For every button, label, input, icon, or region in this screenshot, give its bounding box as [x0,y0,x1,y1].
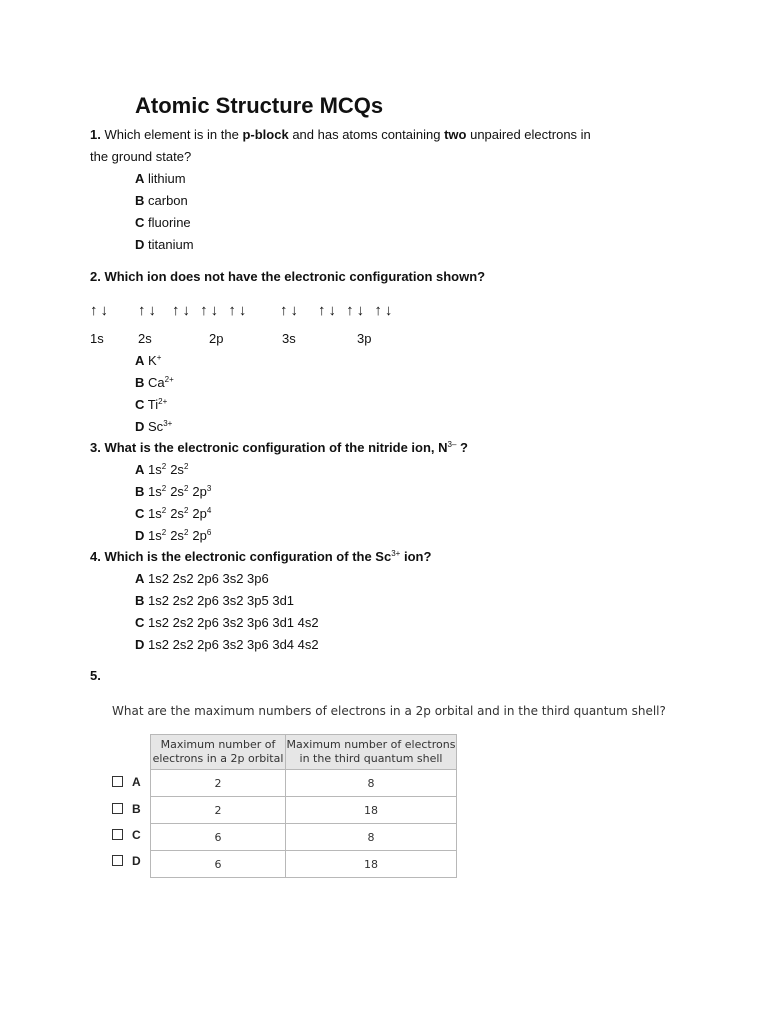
table-cell: 18 [286,797,457,824]
table-cell: 2 [151,770,286,797]
table-row [151,797,457,824]
q1-option-d [135,236,194,254]
config-term: 2p [192,484,207,499]
option-text: titanium [148,237,194,252]
q5-choice-c[interactable] [112,828,141,842]
config-exponent: 2 [183,462,189,471]
option-letter: C [135,615,145,630]
orbital-label: 2p [209,331,224,346]
question-number: 3. [90,440,101,455]
config-term: 2s [170,462,184,477]
q4-option-a [135,570,269,588]
table-header: Maximum number of electrons in the third quantum shell [286,735,457,770]
ion-charge: 3+ [163,419,173,428]
q5-choice-d[interactable] [112,854,141,868]
question-1-line-2: the ground state? [90,149,192,164]
config-term: 2p [192,506,207,521]
config-term: 2p [192,528,207,543]
question-text: Which element is in the [100,127,243,142]
question-4 [90,548,431,566]
question-number: 1. [90,127,101,142]
orbital-3s-arrows: ↑↓ [280,302,301,319]
checkbox-icon[interactable] [112,803,123,814]
orbital-2p-arrows: ↑↓ ↑↓ ↑↓ [172,302,250,319]
option-letter: C [135,215,145,230]
option-letter: D [135,528,145,543]
question-2 [90,268,485,286]
q4-option-c [135,614,319,632]
question-3 [90,439,468,457]
config-exponent: 2 [161,484,167,493]
question-number: 4. [90,549,101,564]
option-text: 1s2 2s2 2p6 3s2 3p5 3d1 [148,593,295,608]
table-cell: 2 [151,797,286,824]
option-letter: C [135,397,145,412]
config-term: 1s [148,528,162,543]
question-number: 2. [90,269,101,284]
page-title: Atomic Structure MCQs [135,93,384,118]
option-text: fluorine [148,215,191,230]
q2-option-c [135,396,167,414]
orbital-label: 3s [282,331,296,346]
config-term: 2s [170,484,184,499]
config-exponent: 2 [161,462,167,471]
q3-option-a [135,461,188,479]
config-term: 2s [170,506,184,521]
checkbox-icon[interactable] [112,855,123,866]
question-5-number [90,667,101,685]
option-text: 1s2 2s2 2p6 3s2 3p6 [148,571,269,586]
table-header-row [151,735,457,770]
option-letter: D [135,237,145,252]
table-header: Maximum number of electrons in a 2p orbital [151,735,286,770]
orbital-label: 3p [357,331,372,346]
option-letter: B [135,193,145,208]
question-text: What is the electronic configuration of the nitride ion, N [100,440,448,455]
table-cell: 6 [151,851,286,878]
q1-option-c [135,214,191,232]
question-text: Which is the electronic configuration of the Sc [100,549,392,564]
config-term: 1s [148,462,162,477]
config-exponent: 2 [161,506,167,515]
emphasis-text: not [204,269,225,284]
q5-choice-a[interactable] [112,775,141,789]
q2-option-b [135,374,174,392]
checkbox-icon[interactable] [112,829,123,840]
config-exponent: 2 [183,484,189,493]
ion-charge: 3+ [391,549,401,558]
choice-letter: A [132,775,141,789]
emphasis-text: two [444,127,467,142]
answer-table [150,734,457,878]
q3-option-b [135,483,211,501]
option-text: 1s2 2s2 2p6 3s2 3p6 3d4 4s2 [148,637,319,652]
ion-symbol: Ca [148,375,165,390]
option-text: 1s2 2s2 2p6 3s2 3p6 3d1 4s2 [148,615,319,630]
question-text: Which ion does [100,269,205,284]
q4-option-b [135,592,294,610]
table-row [151,851,457,878]
choice-letter: B [132,802,141,816]
option-letter: B [135,484,145,499]
q1-option-a [135,170,186,188]
config-exponent: 3 [206,484,212,493]
ion-charge: + [156,353,162,362]
q2-option-a [135,352,161,370]
option-letter: A [135,171,145,186]
question-text: and has atoms containing [288,127,445,142]
option-letter: D [135,637,145,652]
ion-charge: 2+ [164,375,174,384]
table-cell: 18 [286,851,457,878]
table-cell: 8 [286,770,457,797]
question-number: 5. [90,668,101,683]
orbital-3p-arrows: ↑↓ ↑↓ ↑↓ [318,302,396,319]
config-exponent: 4 [206,506,212,515]
table-cell: 6 [151,824,286,851]
emphasis-text: p-block [242,127,289,142]
choice-letter: D [132,854,141,868]
config-exponent: 2 [183,506,189,515]
config-term: 1s [148,484,162,499]
orbital-label: 1s [90,331,104,346]
table-cell: 8 [286,824,457,851]
option-letter: C [135,506,145,521]
config-exponent: 2 [183,528,189,537]
option-text: lithium [148,171,186,186]
option-letter: A [135,571,145,586]
table-row [151,770,457,797]
question-1-line-1 [90,126,591,144]
question-text: have the electronic configuration shown? [224,269,486,284]
question-text: ? [456,440,468,455]
config-exponent: 2 [161,528,167,537]
question-5-text: What are the maximum numbers of electrons in a 2p orbital and in the third quantum shell? [112,704,666,718]
q3-option-c [135,505,211,523]
q1-option-b [135,192,188,210]
table-row [151,824,457,851]
option-letter: A [135,353,145,368]
orbital-1s-arrows: ↑↓ [90,302,111,319]
config-term: 1s [148,506,162,521]
choice-letter: C [132,828,141,842]
ion-symbol: Sc [148,419,164,434]
question-text: unpaired electrons in [466,127,591,142]
orbital-label: 2s [138,331,152,346]
config-exponent: 6 [206,528,212,537]
ion-symbol: Ti [147,397,159,412]
ion-charge: 3– [447,440,457,449]
q2-option-d [135,418,172,436]
q4-option-d [135,636,319,654]
orbital-2s-arrows: ↑↓ [138,302,159,319]
option-letter: B [135,375,145,390]
option-letter: A [135,462,145,477]
config-term: 2s [170,528,184,543]
q5-choice-b[interactable] [112,802,141,816]
option-text: carbon [148,193,188,208]
checkbox-icon[interactable] [112,776,123,787]
option-letter: B [135,593,145,608]
ion-charge: 2+ [158,397,168,406]
q3-option-d [135,527,211,545]
option-letter: D [135,419,145,434]
ion-symbol: K [148,353,157,368]
question-text: ion? [400,549,432,564]
